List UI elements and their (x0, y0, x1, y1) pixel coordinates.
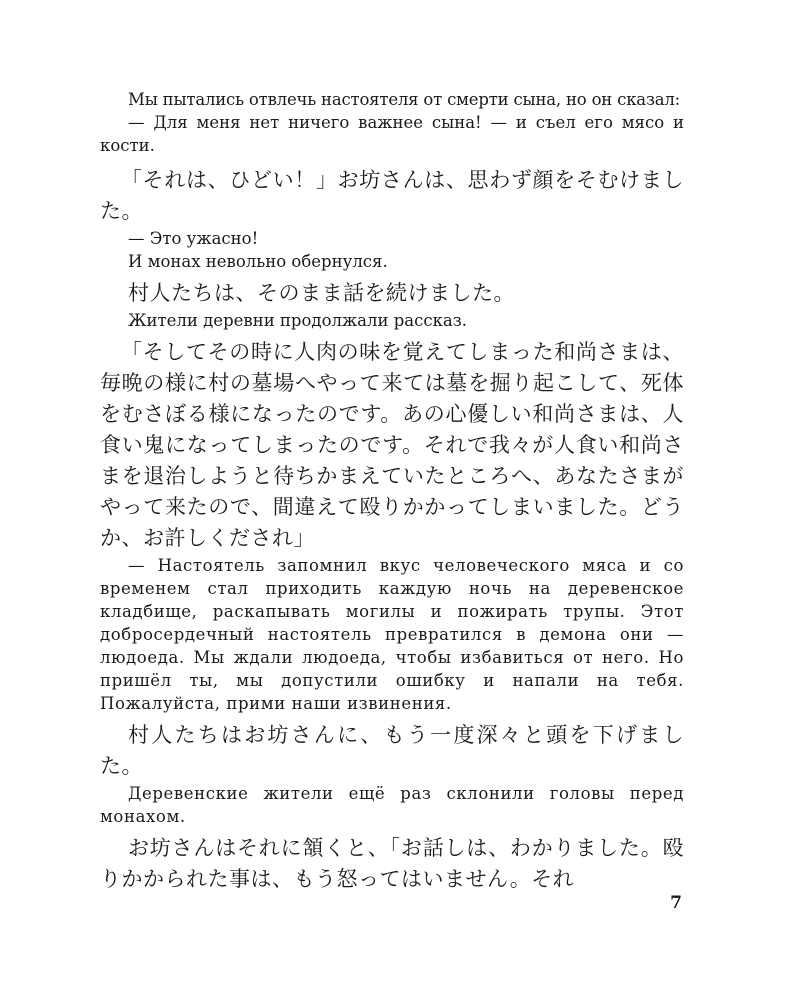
paragraph-ru-9: — Настоятель запомнил вкус человеческого мяса и со временем стал приходить каждую ночь на деревенское кладбище, раскапывать могилы и пожирать трупы. Этот добросердечный настоятель превратился в демона они — людоеда. Мы ждали людоеда, чтобы избавиться от него. Но пришёл ты, мы допустили ошибку и напали на тебя. Пожалуйста, прими наши извинения. (100, 556, 684, 713)
paragraph-ru-4: — Это ужасно! (128, 229, 259, 248)
paragraph-ru-7: Жители деревни продолжали рассказ. (128, 311, 468, 330)
paragraph-ja-12: お坊さんはそれに頷くと、「お話しは、わかりました。殴りかかられた事は、もう怒ってはいません。それ (100, 836, 684, 891)
paragraph-ja-6: 村人たちは、そのまま話を続けました。 (128, 281, 515, 305)
paragraph-ja-10: 村人たちはお坊さんに、もう一度深々と頭を下げました。 (100, 723, 684, 778)
paragraph-ru-1: Мы пытались отвлечь настоятеля от смерти сына, но он сказал: (128, 90, 681, 109)
paragraph-ru-2: — Для меня нет ничего важнее сына! — и съел его мясо и кости. (100, 113, 684, 155)
paragraph-ja-8: 「そしてその時に人肉の味を覚えてしまった和尚さまは、毎晩の様に村の墓場へやって来ては墓を掘り起こして、死体をむさぼる様になったのです。あの心優しい和尚さまは、人食い鬼になってしまったのです。それで我々が人食い和尚さまを退治しようと待ちかまえていたところへ、あなたさまがやって来たので、間違えて殴りかかってしまいました。どうか、お許しくだされ」 (100, 340, 684, 550)
page-number: 7 (670, 893, 682, 913)
paragraph-ja-3: 「それは、ひどい！」お坊さんは、思わず顔をそむけました。 (100, 168, 684, 223)
paragraph-ru-5: И монах невольно обернулся. (128, 252, 388, 271)
text-column (100, 88, 684, 895)
paragraph-ru-11: Деревенские жители ещё раз склонили головы перед монахом. (100, 784, 684, 826)
